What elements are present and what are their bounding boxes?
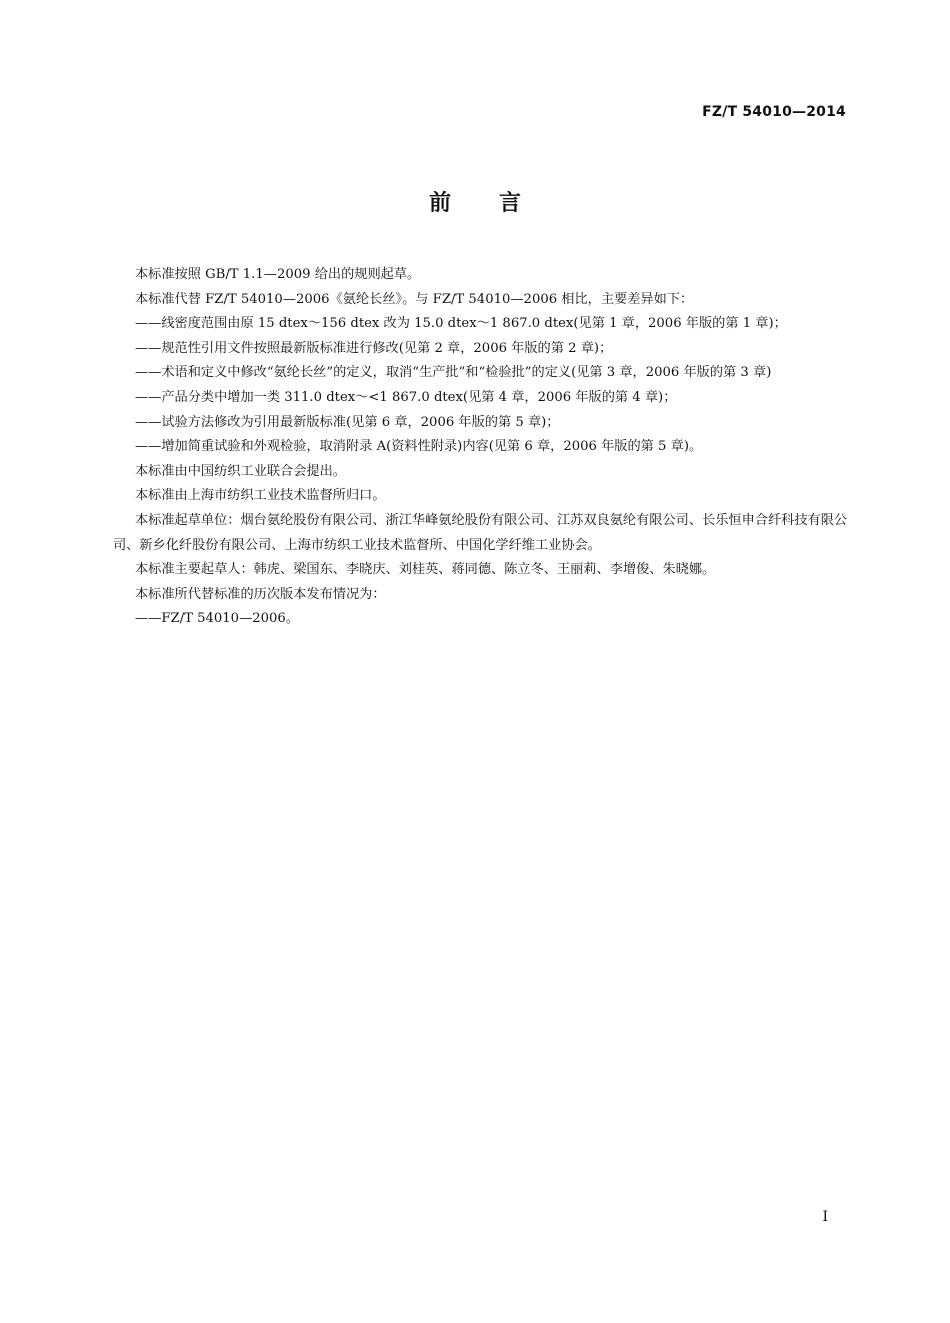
paragraph-drafting-rules: 本标准按照 GB/T 1.1—2009 给出的规则起草。 [135,267,421,282]
change-item: ——试验方法修改为引用最新版标准(见第 6 章，2006 年版的第 5 章)； [135,414,560,430]
change-item: ——术语和定义中修改“氨纶长丝”的定义，取消“生产批”和“检验批”的定义(见第 3 章，2006 年版的第 3 章) [135,365,772,381]
title-char-2: 言 [499,191,522,216]
change-item: ——产品分类中增加一类 311.0 dtex～<1 867.0 dtex(见第 4 章，2006 年版的第 4 章)； [135,389,677,405]
paragraph-drafters: 本标准主要起草人：韩虎、梁国东、李晓庆、刘桂英、蒋同德、陈立冬、王丽莉、李增俊、朱晓娜。 [135,562,716,578]
paragraph-replacement: 本标准代替 FZ/T 54010—2006《氨纶长丝》。与 FZ/T 54010—2006 相比，主要差异如下： [135,291,694,307]
title-char-1: 前 [428,191,451,216]
paragraph-centralized: 本标准由上海市纺织工业技术监督所归口。 [135,488,386,504]
page-number: I [822,1209,828,1225]
foreword-body [113,263,853,632]
paragraph-history-intro: 本标准所代替标准的历次版本发布情况为： [135,586,386,602]
change-item: ——增加简重试验和外观检验，取消附录 A(资料性附录)内容(见第 6 章，2006 年版的第 5 章)。 [135,439,703,455]
history-item: ——FZ/T 54010—2006。 [135,611,300,627]
standard-code: FZ/T 54010—2014 [702,104,846,120]
change-item: ——规范性引用文件按照最新版标准进行修改(见第 2 章，2006 年版的第 2 章)； [135,340,613,356]
page-title [0,186,950,217]
paragraph-proposer: 本标准由中国纺织工业联合会提出。 [135,463,346,479]
paragraph-drafting-units: 本标准起草单位：烟台氨纶股份有限公司、浙江华峰氨纶股份有限公司、江苏双良氨纶有限公司、长乐恒申合纤科技有限公司、新乡化纤股份有限公司、上海市纺织工业技术监督所、中国化学纤维工业协会。 [113,512,848,553]
change-item: ——线密度范围由原 15 dtex～156 dtex 改为 15.0 dtex～1 867.0 dtex(见第 1 章，2006 年版的第 1 章)； [135,316,787,332]
